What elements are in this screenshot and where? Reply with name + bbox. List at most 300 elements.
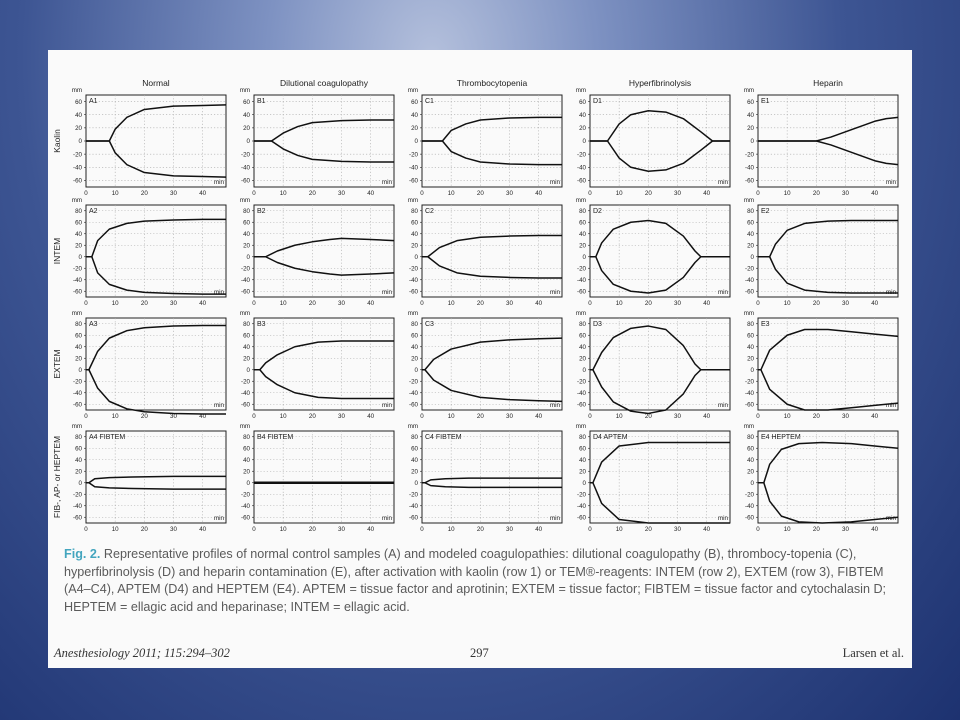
y-tick-label: -40 (73, 276, 82, 284)
x-tick-label: 30 (674, 190, 681, 197)
x-tick-label: 10 (783, 190, 791, 197)
panel-label: E3 (761, 321, 770, 328)
x-tick-label: 30 (338, 526, 345, 533)
tracing-upper (422, 478, 562, 483)
page-footer (48, 646, 912, 666)
column-title-a: Normal (142, 78, 170, 88)
x-unit-label: min (382, 402, 392, 409)
y-tick-label: -40 (577, 276, 586, 284)
y-tick-label: -20 (73, 378, 82, 386)
y-tick-label: 0 (78, 479, 82, 487)
x-tick-label: 20 (644, 190, 652, 197)
x-unit-label: min (214, 179, 224, 186)
y-unit-label: mm (743, 423, 754, 430)
x-tick-label: 10 (111, 413, 119, 420)
y-tick-label: -60 (241, 177, 250, 185)
x-tick-label: 20 (812, 190, 820, 197)
tracing-upper (254, 341, 394, 370)
y-tick-label: 0 (750, 366, 754, 374)
y-tick-label: -20 (409, 151, 418, 159)
caption-text: Representative profiles of normal control samples (A) and modeled coagulopathies: dilutional coagulopathy (B), thrombocy-topenia (C), hyperfibrinolysis (D) and heparin contamination (E), after activation with kaolin (row 1) or TEM®-reagents: INTEM (row 2), EXTEM (row 3), FIBTEM (A4–C4), APTEM (D4) and HEPTEM (E4). APTEM = tissue factor and aprotinin; EXTEM = tissue factor; FIBTEM = tissue factor and cytochalasin D; HEPTEM = ellagic acid and heparinase; INTEM = ellagic acid. (64, 547, 887, 614)
x-tick-label: 20 (308, 526, 316, 533)
tracing-lower (422, 141, 562, 165)
x-tick-label: 10 (615, 413, 623, 420)
panel-label: B1 (257, 98, 266, 105)
tracing-lower (86, 257, 226, 294)
y-tick-label: 0 (750, 253, 754, 261)
y-tick-label: 40 (579, 111, 586, 119)
tracing-upper (422, 117, 562, 141)
y-tick-label: -60 (409, 514, 418, 522)
panel-a4 (72, 423, 226, 533)
y-tick-label: 0 (582, 253, 586, 261)
y-tick-label: -20 (241, 378, 250, 386)
x-tick-label: 0 (588, 300, 592, 307)
y-unit-label: mm (407, 423, 418, 430)
y-tick-label: 20 (243, 125, 250, 133)
panel-frame (422, 205, 562, 297)
panel-label: C3 (425, 321, 434, 328)
x-tick-label: 0 (252, 300, 256, 307)
panel-frame (86, 318, 226, 410)
panel-frame (590, 431, 730, 523)
tracing-upper (254, 120, 394, 141)
x-unit-label: min (214, 402, 224, 409)
y-tick-label: 60 (579, 332, 586, 340)
y-tick-label: 60 (747, 332, 754, 340)
x-unit-label: min (718, 289, 728, 296)
x-tick-label: 20 (308, 300, 316, 307)
y-tick-label: -20 (73, 265, 82, 273)
y-tick-label: 0 (78, 253, 82, 261)
y-unit-label: mm (71, 423, 82, 430)
x-tick-label: 10 (447, 300, 455, 307)
y-tick-label: -40 (241, 276, 250, 284)
y-tick-label: 60 (243, 98, 250, 106)
tracing-lower (590, 370, 730, 414)
y-tick-label: -60 (745, 177, 754, 185)
x-tick-label: 30 (506, 413, 513, 420)
y-tick-label: 20 (243, 355, 250, 363)
x-tick-label: 40 (367, 190, 375, 197)
y-tick-label: -60 (745, 288, 754, 296)
row-label-3: EXTEM (52, 349, 62, 379)
y-tick-label: -20 (745, 265, 754, 273)
x-unit-label: min (214, 515, 224, 522)
y-tick-label: 0 (414, 479, 418, 487)
x-tick-label: 0 (420, 300, 424, 307)
y-tick-label: -40 (409, 276, 418, 284)
paper-page (48, 50, 912, 668)
y-unit-label: mm (575, 423, 586, 430)
x-unit-label: min (382, 289, 392, 296)
panel-label: C4 FIBTEM (425, 434, 462, 441)
x-unit-label: min (550, 179, 560, 186)
y-unit-label: mm (71, 197, 82, 204)
y-tick-label: 80 (579, 207, 586, 215)
y-tick-label: -20 (241, 151, 250, 159)
panel-label: E1 (761, 98, 770, 105)
x-tick-label: 0 (420, 526, 424, 533)
x-unit-label: min (382, 515, 392, 522)
x-tick-label: 40 (703, 190, 711, 197)
y-tick-label: -40 (73, 389, 82, 397)
panel-label: A2 (89, 208, 98, 215)
x-unit-label: min (718, 179, 728, 186)
x-tick-label: 10 (783, 413, 791, 420)
x-tick-label: 0 (756, 190, 760, 197)
y-unit-label: mm (743, 310, 754, 317)
tracing-upper (86, 105, 226, 141)
tracing-upper (86, 219, 226, 256)
x-tick-label: 30 (170, 190, 177, 197)
y-tick-label: 40 (411, 456, 418, 464)
x-tick-label: 30 (842, 190, 849, 197)
x-tick-label: 40 (703, 413, 711, 420)
y-tick-label: 80 (243, 320, 250, 328)
x-tick-label: 0 (588, 413, 592, 420)
y-tick-label: 0 (414, 138, 418, 146)
x-tick-label: 10 (279, 526, 287, 533)
y-tick-label: 80 (75, 320, 82, 328)
y-unit-label: mm (239, 197, 250, 204)
tracing-lower (422, 370, 562, 402)
x-unit-label: min (718, 402, 728, 409)
y-tick-label: -40 (577, 164, 586, 172)
panel-label: C1 (425, 98, 434, 105)
x-unit-label: min (382, 179, 392, 186)
y-tick-label: 40 (75, 456, 82, 464)
x-tick-label: 20 (308, 190, 316, 197)
x-tick-label: 40 (871, 300, 879, 307)
x-tick-label: 20 (812, 300, 820, 307)
x-tick-label: 30 (170, 413, 177, 420)
y-tick-label: -60 (73, 514, 82, 522)
x-tick-label: 0 (84, 190, 88, 197)
x-tick-label: 20 (644, 300, 652, 307)
x-unit-label: min (550, 289, 560, 296)
x-tick-label: 20 (476, 190, 484, 197)
y-unit-label: mm (239, 310, 250, 317)
y-tick-label: -60 (73, 177, 82, 185)
y-tick-label: 80 (747, 320, 754, 328)
x-tick-label: 30 (506, 190, 513, 197)
figure-caption (64, 546, 902, 616)
tracing-lower (590, 141, 730, 171)
x-tick-label: 0 (84, 413, 88, 420)
x-unit-label: min (886, 289, 896, 296)
y-tick-label: 0 (582, 138, 586, 146)
y-tick-label: -60 (745, 514, 754, 522)
y-tick-label: 20 (747, 468, 754, 476)
x-tick-label: 10 (279, 190, 287, 197)
tracing-upper (590, 326, 730, 370)
y-tick-label: 80 (243, 207, 250, 215)
y-tick-label: 80 (747, 433, 754, 441)
tracing-upper (422, 338, 562, 370)
y-tick-label: -60 (241, 514, 250, 522)
panel-frame (590, 318, 730, 410)
y-tick-label: -60 (241, 401, 250, 409)
x-tick-label: 0 (588, 526, 592, 533)
x-tick-label: 0 (756, 526, 760, 533)
y-tick-label: 20 (747, 355, 754, 363)
tracing-lower (86, 141, 226, 177)
y-tick-label: 60 (243, 219, 250, 227)
x-tick-label: 40 (535, 190, 543, 197)
y-tick-label: 40 (747, 111, 754, 119)
y-unit-label: mm (575, 87, 586, 94)
y-tick-label: -40 (409, 389, 418, 397)
panel-label: A4 FIBTEM (89, 434, 126, 441)
panel-c3 (408, 310, 562, 420)
x-unit-label: min (550, 515, 560, 522)
x-tick-label: 0 (420, 413, 424, 420)
panel-b2 (240, 197, 394, 307)
x-tick-label: 30 (506, 300, 513, 307)
panel-a2 (72, 197, 226, 307)
y-tick-label: -60 (577, 514, 586, 522)
y-tick-label: 40 (243, 111, 250, 119)
panel-frame (254, 95, 394, 187)
x-tick-label: 20 (140, 300, 148, 307)
y-tick-label: -60 (409, 401, 418, 409)
y-tick-label: -60 (409, 177, 418, 185)
y-tick-label: -20 (577, 491, 586, 499)
column-title-b: Dilutional coagulopathy (280, 78, 368, 88)
y-tick-label: 80 (579, 320, 586, 328)
panel-label: B4 FIBTEM (257, 434, 294, 441)
panel-frame (758, 205, 898, 297)
y-tick-label: 60 (411, 219, 418, 227)
x-tick-label: 30 (842, 300, 849, 307)
tracing-lower (86, 483, 226, 489)
y-tick-label: 60 (75, 98, 82, 106)
y-tick-label: -40 (409, 502, 418, 510)
x-tick-label: 30 (506, 526, 513, 533)
y-tick-label: 80 (243, 433, 250, 441)
page-number: 297 (470, 646, 489, 660)
x-tick-label: 10 (615, 300, 623, 307)
y-tick-label: -20 (73, 491, 82, 499)
x-tick-label: 20 (644, 526, 652, 533)
tracing-lower (86, 370, 226, 414)
x-tick-label: 40 (199, 413, 207, 420)
y-tick-label: -40 (409, 164, 418, 172)
y-tick-label: -40 (745, 164, 754, 172)
x-tick-label: 0 (252, 190, 256, 197)
x-tick-label: 10 (279, 413, 287, 420)
x-unit-label: min (886, 179, 896, 186)
y-tick-label: 0 (78, 138, 82, 146)
x-tick-label: 10 (447, 413, 455, 420)
x-tick-label: 20 (812, 526, 820, 533)
panel-e2 (744, 197, 898, 307)
x-tick-label: 0 (252, 413, 256, 420)
y-tick-label: 20 (579, 468, 586, 476)
tracing-lower (422, 257, 562, 278)
y-tick-label: -20 (409, 491, 418, 499)
x-tick-label: 10 (447, 526, 455, 533)
x-tick-label: 30 (338, 190, 345, 197)
panel-label: E4 HEPTEM (761, 434, 801, 441)
y-tick-label: 60 (747, 98, 754, 106)
y-tick-label: -40 (73, 164, 82, 172)
y-tick-label: -40 (577, 502, 586, 510)
panel-label: E2 (761, 208, 770, 215)
y-tick-label: -20 (577, 378, 586, 386)
panel-label: A1 (89, 98, 98, 105)
y-tick-label: -20 (577, 151, 586, 159)
tracing-upper (590, 111, 730, 141)
y-tick-label: -60 (577, 401, 586, 409)
x-tick-label: 10 (783, 526, 791, 533)
y-unit-label: mm (575, 197, 586, 204)
x-tick-label: 30 (674, 526, 681, 533)
x-tick-label: 40 (199, 526, 207, 533)
y-tick-label: 40 (411, 230, 418, 238)
y-tick-label: 0 (414, 366, 418, 374)
x-tick-label: 40 (535, 413, 543, 420)
y-tick-label: 20 (75, 242, 82, 250)
y-tick-label: 0 (246, 253, 250, 261)
y-unit-label: mm (575, 310, 586, 317)
panel-d1 (576, 87, 730, 197)
x-tick-label: 30 (674, 300, 681, 307)
y-tick-label: 60 (411, 98, 418, 106)
y-tick-label: 80 (75, 433, 82, 441)
y-tick-label: 40 (747, 230, 754, 238)
y-tick-label: -40 (745, 502, 754, 510)
y-tick-label: 20 (75, 125, 82, 133)
x-unit-label: min (718, 515, 728, 522)
x-tick-label: 10 (111, 190, 119, 197)
tracing-upper (590, 221, 730, 257)
y-tick-label: 20 (75, 468, 82, 476)
tracing-lower (254, 257, 394, 275)
x-tick-label: 0 (420, 190, 424, 197)
tracing-upper (86, 476, 226, 482)
panel-label: D1 (593, 98, 602, 105)
y-tick-label: -60 (241, 288, 250, 296)
panel-e4 (744, 423, 898, 533)
y-tick-label: 0 (582, 366, 586, 374)
y-tick-label: 80 (75, 207, 82, 215)
x-tick-label: 40 (367, 526, 375, 533)
panel-frame (590, 95, 730, 187)
panel-label: B3 (257, 321, 266, 328)
x-tick-label: 10 (615, 190, 623, 197)
row-label-1: Kaolin (52, 129, 62, 153)
x-tick-label: 30 (338, 413, 345, 420)
x-unit-label: min (886, 402, 896, 409)
y-tick-label: 20 (411, 125, 418, 133)
y-unit-label: mm (407, 87, 418, 94)
x-tick-label: 40 (535, 300, 543, 307)
x-tick-label: 40 (703, 526, 711, 533)
y-tick-label: -40 (73, 502, 82, 510)
y-tick-label: 40 (747, 456, 754, 464)
x-tick-label: 0 (84, 300, 88, 307)
y-unit-label: mm (239, 87, 250, 94)
y-tick-label: -60 (73, 401, 82, 409)
x-tick-label: 20 (644, 413, 652, 420)
x-tick-label: 20 (812, 413, 820, 420)
author-credit: Larsen et al. (842, 646, 904, 660)
tracing-upper (422, 235, 562, 256)
column-title-c: Thrombocytopenia (456, 78, 528, 88)
y-tick-label: 0 (246, 479, 250, 487)
x-tick-label: 10 (615, 526, 623, 533)
panel-frame (590, 205, 730, 297)
x-tick-label: 40 (871, 413, 879, 420)
y-unit-label: mm (743, 197, 754, 204)
y-tick-label: 0 (750, 479, 754, 487)
x-tick-label: 40 (199, 300, 207, 307)
x-tick-label: 40 (367, 413, 375, 420)
panel-b1 (240, 87, 394, 197)
y-tick-label: -60 (577, 177, 586, 185)
x-tick-label: 40 (535, 526, 543, 533)
tracing-upper (758, 221, 898, 257)
x-tick-label: 30 (170, 300, 177, 307)
y-tick-label: 80 (579, 433, 586, 441)
tracing-lower (758, 141, 898, 165)
x-tick-label: 30 (842, 526, 849, 533)
y-tick-label: -60 (745, 401, 754, 409)
y-tick-label: 60 (243, 332, 250, 340)
y-tick-label: 40 (579, 343, 586, 351)
y-tick-label: 60 (243, 445, 250, 453)
x-tick-label: 0 (84, 526, 88, 533)
x-tick-label: 10 (783, 300, 791, 307)
y-tick-label: 40 (243, 343, 250, 351)
x-tick-label: 10 (111, 526, 119, 533)
y-unit-label: mm (407, 197, 418, 204)
y-tick-label: -40 (745, 389, 754, 397)
y-tick-label: 0 (414, 253, 418, 261)
x-tick-label: 30 (842, 413, 849, 420)
y-tick-label: 80 (411, 433, 418, 441)
y-tick-label: -60 (73, 288, 82, 296)
panel-frame (254, 431, 394, 523)
panel-frame (254, 318, 394, 410)
y-tick-label: -20 (745, 151, 754, 159)
panel-c4 (408, 423, 562, 533)
x-tick-label: 20 (476, 526, 484, 533)
x-tick-label: 40 (703, 300, 711, 307)
y-tick-label: 20 (243, 468, 250, 476)
x-tick-label: 40 (199, 190, 207, 197)
row-label-4: FIB-, AP- or HEPTEM (52, 435, 62, 519)
x-tick-label: 20 (308, 413, 316, 420)
x-tick-label: 40 (871, 190, 879, 197)
y-tick-label: 40 (75, 111, 82, 119)
x-tick-label: 0 (252, 526, 256, 533)
y-tick-label: -20 (745, 491, 754, 499)
tracing-lower (254, 141, 394, 162)
column-title-e: Heparin (813, 78, 843, 88)
x-tick-label: 40 (367, 300, 375, 307)
y-tick-label: -20 (409, 265, 418, 273)
y-tick-label: 40 (243, 456, 250, 464)
panel-frame (254, 205, 394, 297)
row-label-2: INTEM (52, 237, 62, 265)
tracing-lower (758, 257, 898, 293)
x-tick-label: 10 (111, 300, 119, 307)
y-tick-label: 0 (750, 138, 754, 146)
panel-label: D3 (593, 321, 602, 328)
